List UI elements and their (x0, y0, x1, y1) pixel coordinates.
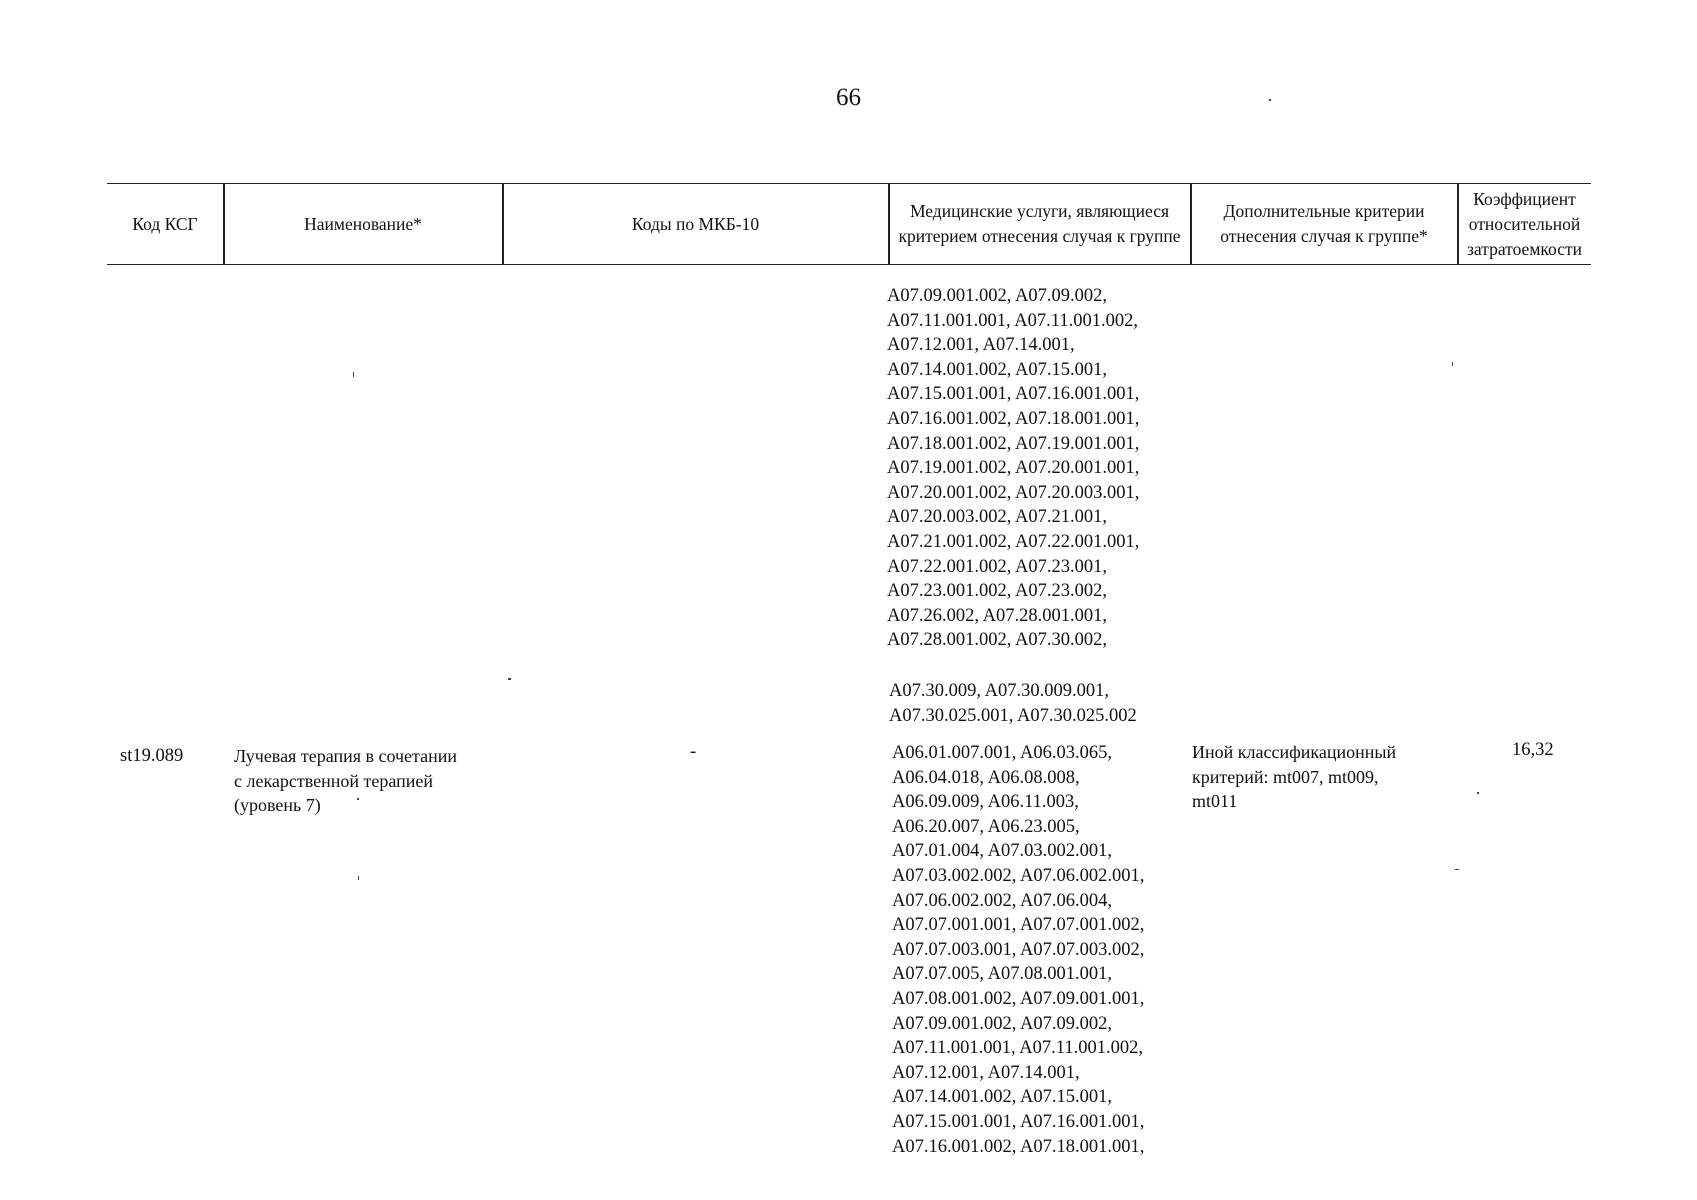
service-line: A07.15.001.001, A07.16.001.001, (887, 384, 1140, 405)
service-line: A06.20.007, A06.23.005, (892, 816, 1080, 837)
service-line: A07.16.001.002, A07.18.001.001, (892, 1136, 1145, 1157)
continuation-services (887, 284, 1139, 653)
coefficient-value: 16,32 (1512, 740, 1554, 760)
header-medical-services: Медицинские услуги, являющиеся критерием отнесения случая к группе (898, 201, 1181, 246)
service-line: A07.11.001.001, A07.11.001.002, (892, 1038, 1143, 1059)
service-line: A07.12.001, A07.14.001, (892, 1062, 1080, 1083)
service-line: A07.07.003.001, A07.07.003.002, (892, 939, 1145, 960)
criteria-line: mt011 (1192, 791, 1238, 812)
scan-speck (1269, 99, 1271, 101)
scan-speck (508, 678, 511, 680)
continuation-services-tail (889, 679, 1137, 728)
service-line: A07.11.001.001, A07.11.001.002, (887, 310, 1138, 331)
service-line: A06.09.009, A06.11.003, (892, 792, 1079, 813)
scan-speck (1455, 869, 1459, 870)
header-coefficient: Коэффициент относительной затратоемкости (1467, 188, 1582, 259)
service-line: A07.07.001.001, A07.07.001.002, (892, 915, 1145, 936)
service-line: A07.20.001.002, A07.20.003.001, (887, 482, 1140, 503)
page-number: 66 (836, 84, 861, 111)
service-line: A07.23.001.002, A07.23.002, (887, 581, 1107, 602)
service-line: A07.12.001, A07.14.001, (887, 335, 1075, 356)
medical-services (892, 741, 1144, 1159)
ksg-code: st19.089 (120, 746, 184, 766)
service-line: A07.03.002.002, A07.06.002.001, (892, 865, 1145, 886)
scan-speck (1477, 792, 1479, 794)
service-line: A07.19.001.002, A07.20.001.001, (887, 458, 1140, 479)
service-line: A07.20.003.002, A07.21.001, (887, 507, 1107, 528)
name-line: с лекарственной терапией (234, 770, 434, 791)
service-line: A07.21.001.002, A07.22.001.001, (887, 531, 1140, 552)
service-line: A07.09.001.002, A07.09.002, (887, 286, 1107, 306)
service-line: A07.28.001.002, A07.30.002, (887, 630, 1107, 651)
icd-codes: - (690, 742, 697, 762)
service-line: A07.14.001.002, A07.15.001, (892, 1087, 1112, 1108)
table-header (107, 183, 1591, 265)
ksg-name (234, 744, 457, 818)
service-line: A07.22.001.002, A07.23.001, (887, 556, 1107, 577)
header-name: Наименование* (304, 213, 422, 234)
criteria-line: критерий: mt007, mt009, (1192, 766, 1379, 787)
service-line: A06.01.007.001, A06.03.065, (892, 743, 1112, 763)
service-line: A07.06.002.002, A07.06.004, (892, 890, 1112, 911)
additional-criteria (1192, 740, 1396, 814)
scan-speck (1452, 362, 1453, 366)
service-line: A07.16.001.002, A07.18.001.001, (887, 408, 1140, 429)
service-line: A07.01.004, A07.03.002.001, (892, 841, 1112, 862)
service-line: A07.09.001.002, A07.09.002, (892, 1013, 1112, 1034)
header-icd-codes: Коды по МКБ-10 (631, 213, 760, 234)
scan-speck (353, 372, 354, 377)
service-line: A07.07.005, A07.08.001.001, (892, 964, 1112, 985)
service-line: A07.08.001.002, A07.09.001.001, (892, 988, 1145, 1009)
service-line: A07.14.001.002, A07.15.001, (887, 359, 1107, 380)
service-line: A07.30.009, A07.30.009.001, (889, 681, 1109, 701)
name-line: Лучевая терапия в сочетании (234, 746, 458, 766)
service-line: A07.26.002, A07.28.001.001, (887, 605, 1107, 626)
header-ksg-code: Код КСГ (132, 213, 198, 234)
name-line: (уровень 7) (234, 795, 321, 816)
service-line: A06.04.018, A06.08.008, (892, 767, 1080, 788)
scan-speck (358, 876, 359, 880)
service-line: A07.30.025.001, A07.30.025.002 (889, 705, 1137, 726)
scan-speck (357, 798, 359, 800)
service-line: A07.18.001.002, A07.19.001.001, (887, 433, 1140, 454)
criteria-line: Иной классификационный (1192, 742, 1397, 762)
service-line: A07.15.001.001, A07.16.001.001, (892, 1111, 1145, 1132)
header-additional-criteria: Дополнительные критерии отнесения случая к группе* (1220, 201, 1428, 246)
